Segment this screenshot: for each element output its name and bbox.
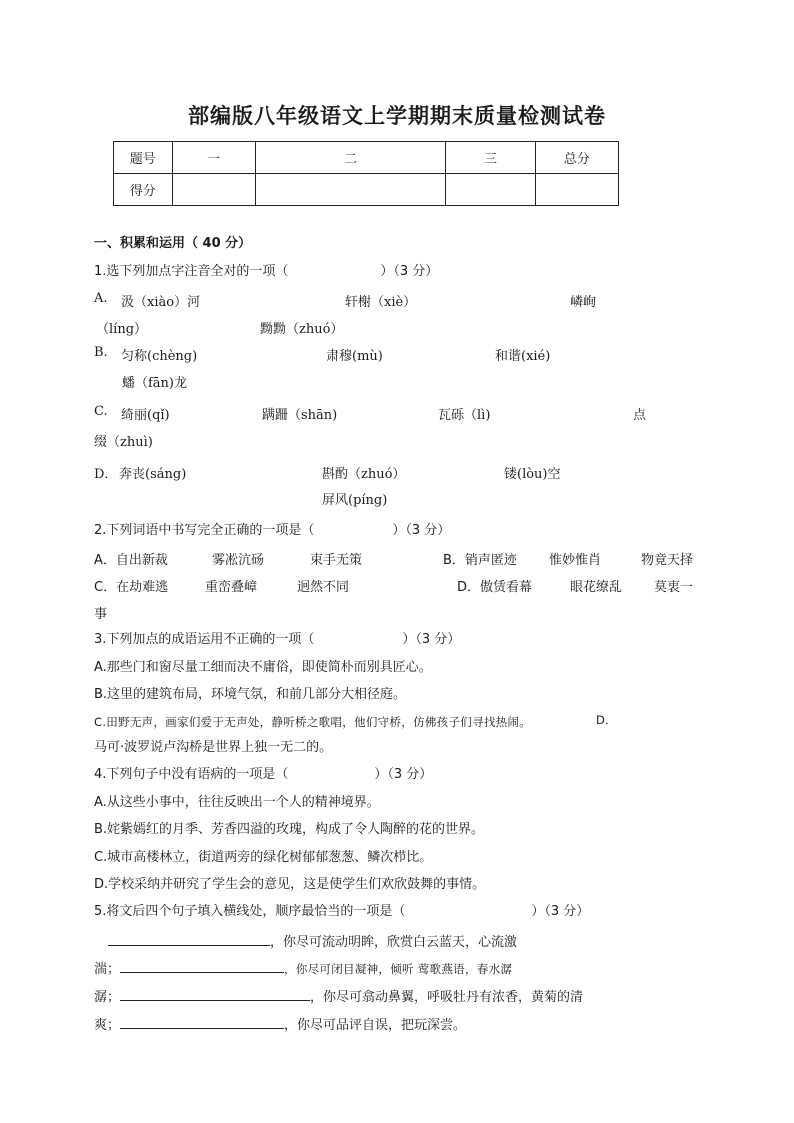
score-header-cell: 题号 [114,142,173,174]
option-d-item-3: 镂(lòu)空 [504,467,561,482]
option-d-item-2: 斟酌（zhuó） [322,467,406,482]
q3-option-a: A.那些门和窗尽量工细而决不庸俗，即使简朴而别具匠心。 [94,660,432,675]
q2-option-b-word-3: 物竟天择 [641,553,694,568]
option-a-item-2: 轩榭（xiè） [345,295,417,310]
q4-option-b: B.姹紫嫣红的月季、芳香四溢的玫瑰，构成了令人陶醉的花的世界。 [94,822,485,837]
score-cell[interactable] [172,174,255,206]
q4-option-d: D.学校采纳并研究了学生会的意见，这是使学生们欢欣鼓舞的事情。 [94,877,486,892]
q2-option-d: D．傲赁看幕 [457,580,533,595]
score-table-header-row [114,142,619,174]
option-b-item-3: 和谐(xié) [495,349,551,364]
score-header-cell: 总分 [535,142,618,174]
q2-option-a-word-3: 束手无策 [310,553,363,568]
q5-line-3: 潺； ，你尽可翕动鼻翼，呼吸牡丹有浓香，黄菊的清 [94,986,583,1007]
option-c-item-3: 瓦砾（lì) [438,408,491,423]
q2-option-a: A．自出新裁 [94,553,168,568]
q2-option-c-word-3: 迥然不同 [297,580,350,595]
score-header-cell: 二 [255,142,445,174]
option-b-item-4: 蟠（fān)龙 [122,376,188,391]
fill-blank-2[interactable] [120,958,284,973]
q2-option-c-word-2: 重峦叠嶂 [205,580,258,595]
question-2-stem: 2.下列词语中书写完全正确的一项是（ ）（3 分） [94,523,451,538]
q5-line-1: ，你尽可流动明眸，欣赏白云蓝天，心流激 [108,931,517,952]
option-a-label: A. [94,291,108,306]
q3-option-c: C.田野无声，画家们爱于无声处，静听桥之歌唱，他们守桥，仿佛孩子们寻找热闹。 [94,715,532,729]
option-c-item-4-cont: 缀（zhuì) [94,435,153,450]
option-d-item-4: 屏风(píng) [322,493,388,508]
score-header-cell: 三 [446,142,535,174]
score-table [113,141,619,206]
score-table-score-row [114,174,619,206]
q3-option-d-label: D. [596,713,609,727]
q5-line-2: 湍； ，你尽可闭目凝神，倾听 莺歌燕语，春水潺 [94,958,512,979]
option-c-item-2: 蹒跚（shān) [262,408,338,423]
q2-option-d-word-3-cont: 事 [94,607,108,622]
option-a-item-1: 汲（xiào）河 [121,295,201,310]
option-b-item-1: 匀称(chèng) [121,349,198,364]
option-c-label: C. [94,404,108,419]
q2-option-a-word-2: 雾凇沆砀 [212,553,265,568]
q5-line-4: 爽； ，你尽可品评自误，把玩深尝。 [94,1014,466,1035]
q2-option-d-word-3: 莫衷一 [654,580,694,595]
question-1-stem: 1.选下列加点字注音全对的一项（ ）（3 分） [94,264,439,279]
question-4-stem: 4.下列句子中没有语病的一项是（ ）（3 分） [94,767,433,782]
q3-option-d: 马可·波罗说卢沟桥是世界上独一无二的。 [94,740,333,755]
option-b-item-2: 肃穆(mù) [326,349,383,364]
q4-option-c: C.城市高楼林立，街道两旁的绿化树郁郁葱葱、鳞次栉比。 [94,850,433,865]
question-5-stem: 5.将文后四个句子填入横线处，顺序最恰当的一项是（ ）（3 分） [94,904,590,919]
fill-blank-3[interactable] [120,986,310,1001]
page-title: 部编版八年级语文上学期期末质量检测试卷 [188,104,606,128]
fill-blank-1[interactable] [108,931,270,946]
option-d-label: D． [94,467,118,482]
q2-option-b-word-2: 惟妙惟肖 [549,553,602,568]
score-cell[interactable] [446,174,535,206]
option-c-item-1: 绮丽(qǐ) [121,408,170,423]
question-3-stem: 3.下列加点的成语运用不正确的一项（ ）（3 分） [94,632,461,647]
fill-blank-4[interactable] [120,1014,284,1029]
q2-option-d-word-2: 眼花缭乱 [570,580,623,595]
q4-option-a: A.从这些小事中，往往反映出一个人的精神境界。 [94,795,380,810]
q2-option-c: C．在劫难逃 [94,580,169,595]
q3-option-b: B.这里的建筑布局，环境气氛，和前几部分大相径庭。 [94,687,407,702]
q2-option-b: B．销声匿迹 [443,553,517,568]
score-cell[interactable] [255,174,445,206]
option-a-item-4: 黝黝（zhuó） [260,322,344,337]
score-cell[interactable] [535,174,618,206]
option-c-item-4: 点 [633,408,647,423]
option-a-item-3-pinyin: （líng） [96,322,148,337]
option-a-item-3: 嶙峋 [570,295,597,310]
score-row-label: 得分 [114,174,173,206]
option-b-label: B. [94,345,108,360]
section-heading: 一、积累和运用（ 40 分） [94,236,252,251]
option-d-item-1: 奔丧(sáng) [119,467,187,482]
score-header-cell: 一 [172,142,255,174]
